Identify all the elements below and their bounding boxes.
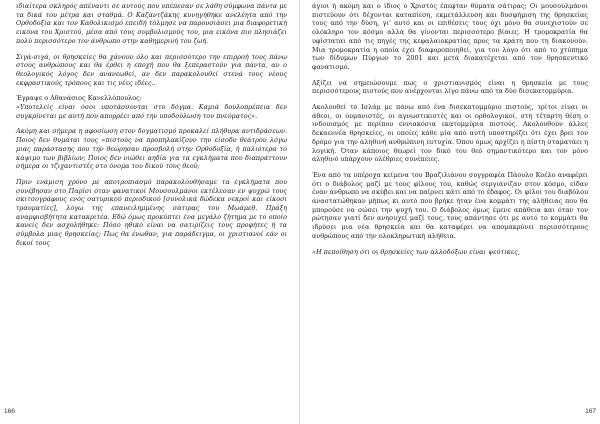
page-number: 167 — [585, 408, 596, 415]
paragraph: Ένα από τα υπέροχα κείμενα του Βραζιλιάνου συγγραφέα Πάουλο Κοέλο αναφέρει ότι ο διάβολος μαζί με τους φίλους του, καθώς σεργιάνιζαν στον κόσμο, είδαν έναν άνθρωπο να σκύβει και να παίρνει κάτι από το έδαφος. Οι φίλοι του διαβόλου αναστατώθηκαν μήπως κι αυτό που βρήκε ήταν ένα κομμάτι της αλήθειας που θα μπορούσε να σώσει την ψυχή του. Ο διάβολος όμως έμενε απάθεια και όταν τον ρώτησαν γιατί δεν ανησυχεί μαζί τους, τους απάντησε ότι με αυτό το κομμάτι θα ιδρύσει μια νέα θρησκεία και θα καταφέρει να απομακρύνει περισσότερους ανθρώπους από την ολοκληρωτική αλήθεια. — [312, 170, 588, 240]
paragraph: Έγραψε ο Αθανάσιος Κανελλόπουλος: — [16, 94, 142, 103]
paragraph: άγιοι ή ακόμη και ο ίδιος ο Χριστός έπεφταν θύματα σάτιρας; Οι μουσουλμάνοι πιστεύουν ότι δέχονται καταπίεση, εκμετάλλευση και δυσφήμιση της θρησκείας τους από την δύση, γι' αυτό και οι επιθέσεις τους όχι μόνο θα συνεχιστούν σε ολόκληρο τον κόσμο αλλά θα γίνονται περισσότερο βίαιες. Η τρομοκρατία θα υφίσταται από τις πηγές της κεφαλαιοκρατίας προς τα κράτη που τη διακονούν. Μια τρομοκρατία η οποία έχει διαφοροποιηθεί, για τον λόγο ότι από το χτύπημα των δίδυμων Πύργων το 2001 και μετά διακατέχεται από τον θρησκευτικό φανατισμό. — [312, 2, 588, 71]
paragraph: Ακολουθεί το Ισλάμ με πάνω από ένα δισεκατομμύριο πιστούς, τρίτοι είναι οι άθεοι, οι ουμανιστές, οι αγνωστικιστές και οι ορθολογικοί, στη τέταρτη θέση ο ινδουισμός με περίπου εννιακόσια εκατομμύρια πιστούς. Ακολουθούν άλλες δεκαεννέα θρησκείες, οι οποίες κάθε μία από αυτή υποστηρίζει ότι έχει βρει τον δρόμο για την αληθινή ανθρώπινη ευτυχία. Όπου όμως αρχίζει η πίστη σταματάει η λογική. Όταν κάποιος θεωρεί τον δικό του θεό σημαντικότερο και τον μόνο αληθινό υπάρχουν ολέθριες συνέπειες. — [312, 103, 588, 164]
quote-paragraph: «Η πεποίθηση ότι οι θρησκείες των αλλοδόξων είναι ψεύτικες, — [312, 247, 520, 256]
page-number: 166 — [4, 408, 15, 415]
paragraph: ιδιαίτερα σκληρός απέναντι σε αυτούς που υπέπεσαν σε λάθη σύμφωνα πάντα με τα δικά του μέτρα και σταθμά. Ο Καζαντζάκης κυνηγήθηκε ανελέητα από την Ορθοδοξία και τον Καθολικισμό επειδή τόλμησε να παρουσιάσει μια διαφορετική εικόνα του Χριστού, μέσα από τους συμβολισμούς του, μια εικόνα πιο πλησιάζει πολύ περισσότερο τον άνθρωπο στην καθημερινή του ζωή. — [16, 2, 287, 45]
paragraph: Αξίζει να σημειώσουμε πως ο χριστιανισμός είναι η θρησκεία με τους περισσότερους πιστούς που ανέρχονται λίγο πάνω από τα δύο δισεκατομμύρια. — [312, 78, 588, 96]
paragraph: Σιγά-σιγά, οι θρησκείες θα χάνουν όλο και περισσότερο την επιρροή τους πάνω στους ανθρώπους και θα έρθει η εποχή που θα ξεπεραστούν για πάντα, αν ο θεολογικός λόγος δεν ανανεωθεί, αν δεν παρακολουθεί στενά τους νέους εκφραστικούς τρόπους και τις νέες ιδέες.. — [16, 52, 287, 87]
left-text-column — [16, 2, 287, 255]
quote-paragraph: «Υποτελείς είναι όσοι υποτάσσονται στο δόγμα. Καμιά δουλοπρέπεια δεν συγκρίνεται με αυτή που απορρέει από την υποδούλωση του πνεύματος». — [16, 103, 287, 120]
right-text-column — [312, 2, 588, 263]
paragraph: Πριν ενάμιση χρόνο με αποτροπιασμό παρακολουθήσαμε τα εγκλήματα που συνέβησαν στο Παρίσι όταν φανατικοί Μουσουλμάνοι εκτέλεσαν εν ψυχρώ τους σκιτσογράφους ενός σατυρικού περιοδικού [συνολικά δώδεκα νεκροί και είκοσι τραυματίες], λόγω της επανειλημμένης σάτιρας του Μωάμεθ. Πράξη αναμφισβήτητα κατακριτέα. Εδώ όμως προκύπτει ένα μεγάλο ζήτημα με το οποίο κανείς δεν ασχολήθηκε: Πόσο ηθικό είναι να σατιρίζεις τους προφήτες ή τα σύμβολα μιας θρησκείας; Πως θα ένωθαν, για παράδειγμα, οι χριστιανοί εάν οι δικοί τους — [16, 177, 287, 247]
paragraph: Ακόμη και σήμερα η αφοσίωση στον δογματισμό προκαλεί πλήθυρα αντιδράσεων. Ποιος δεν θυμάται τους «πιστούς να προπηλακίζουν την είσοδο θεάτρου λόγω μιας παράστασης που την θεώρησαν προσβολή στην Ορθοδοξία, ή παλιότερα το κάψιμο των βιβλίων; Ποιος δεν νιώθει αηδία για τα εγκλήματα που διαπράττουν σήμερα οι τζιχαντιστές στο όνομα του δικού τους θεού; — [16, 127, 287, 171]
right-page — [300, 0, 600, 424]
